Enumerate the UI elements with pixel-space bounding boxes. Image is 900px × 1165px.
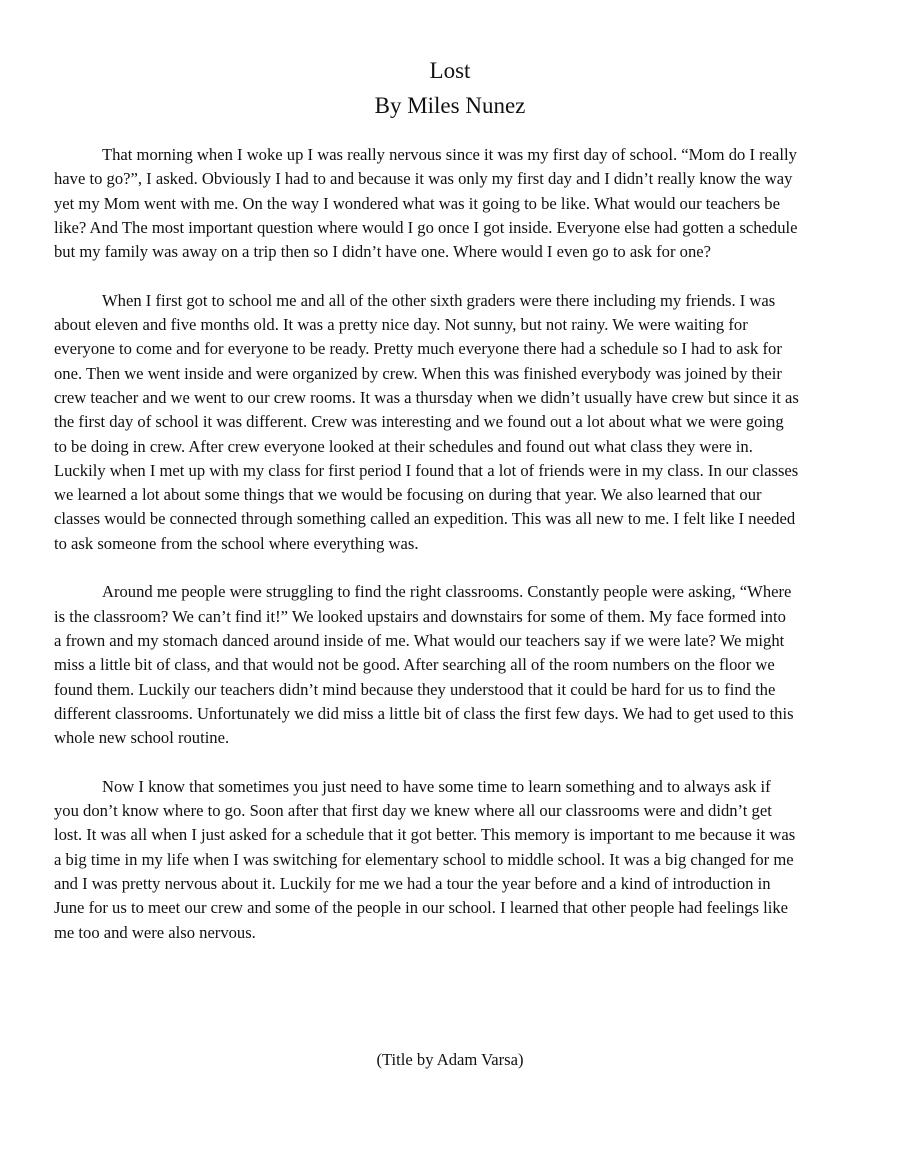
text-line: about eleven and five months old. It was a pretty nice day. Not sunny, but not rainy. We were waiting for	[54, 315, 748, 335]
paragraph	[54, 775, 854, 945]
text-line: and I was pretty nervous about it. Luckily for me we had a tour the year before and a kind of introduction in	[54, 873, 771, 893]
text-line: Luckily when I met up with my class for first period I found that a lot of friends were in my class. In our classes	[54, 460, 799, 480]
text-line: a big time in my life when I was switching for elementary school to middle school. It was a big changed for me	[54, 849, 794, 869]
text-line: me too and were also nervous.	[54, 922, 256, 942]
text-line: different classrooms. Unfortunately we did miss a little bit of class the first few days. We had to get used to this	[54, 703, 794, 723]
text-line: lost. It was all when I just asked for a schedule that it got better. This memory is important to me because it was	[54, 825, 796, 845]
text-line: is the classroom? We can’t find it!” We looked upstairs and downstairs for some of them. My face formed into	[54, 606, 786, 626]
text-line: to be doing in crew. After crew everyone looked at their schedules and found out what class they were in.	[54, 436, 753, 456]
text-line: you don’t know where to go. Soon after that first day we knew where all our classrooms were and didn’t get	[54, 801, 772, 821]
text-line: yet my Mom went with me. On the way I wondered what was it going to be like. What would our teachers be	[54, 193, 780, 213]
text-line: but my family was away on a trip then so I didn’t have one. Where would I even go to ask for one?	[54, 242, 711, 262]
text-line: classes would be connected through something called an expedition. This was all new to me. I felt like I needed	[54, 509, 796, 529]
paragraph	[54, 143, 854, 264]
text-line: That morning when I woke up I was really nervous since it was my first day of school. “Mom do I really	[102, 145, 797, 164]
text-line: June for us to meet our crew and some of the people in our school. I learned that other people had feelings like	[54, 898, 789, 918]
text-line: everyone to come and for everyone to be ready. Pretty much everyone there had a schedule so I had to ask for	[54, 339, 782, 359]
text-line: we learned a lot about some things that we would be focusing on during that year. We also learned that our	[54, 485, 762, 505]
document-title: Lost	[429, 58, 471, 83]
text-line: one. Then we went inside and were organized by crew. When this was finished everybody was joined by their	[54, 363, 782, 383]
paragraph	[54, 289, 854, 556]
text-line: miss a little bit of class, and that would not be good. After searching all of the room numbers on the floor we	[54, 655, 775, 675]
text-line: a frown and my stomach danced around inside of me. What would our teachers say if we were late? We might	[54, 630, 785, 650]
paragraph	[54, 580, 854, 750]
text-line: whole new school routine.	[54, 728, 230, 748]
text-line: found them. Luckily our teachers didn’t mind because they understood that it could be hard for us to find the	[54, 679, 776, 699]
text-line: like? And The most important question where would I go once I got inside. Everyone else had gotten a schedule	[54, 217, 798, 237]
author-byline: By Miles Nunez	[374, 93, 526, 118]
text-line: Now I know that sometimes you just need to have some time to learn something and to always ask if	[102, 776, 771, 796]
text-line: the first day of school it was different. Crew was interesting and we found out a lot about what we were going	[54, 412, 784, 432]
document-body	[54, 143, 854, 969]
text-line: Around me people were struggling to find the right classrooms. Constantly people were asking, “Where	[102, 582, 792, 602]
title-credit: (Title by Adam Varsa)	[376, 1050, 524, 1069]
text-line: have to go?”, I asked. Obviously I had to and because it was only my first day and I didn’t really know the way	[54, 169, 793, 189]
text-line: to ask someone from the school where everything was.	[54, 533, 419, 553]
text-line: crew teacher and we went to our crew rooms. It was a thursday when we didn’t usually have crew but since it as	[54, 387, 799, 407]
text-line: When I first got to school me and all of the other sixth graders were there including my friends. I was	[102, 290, 776, 310]
